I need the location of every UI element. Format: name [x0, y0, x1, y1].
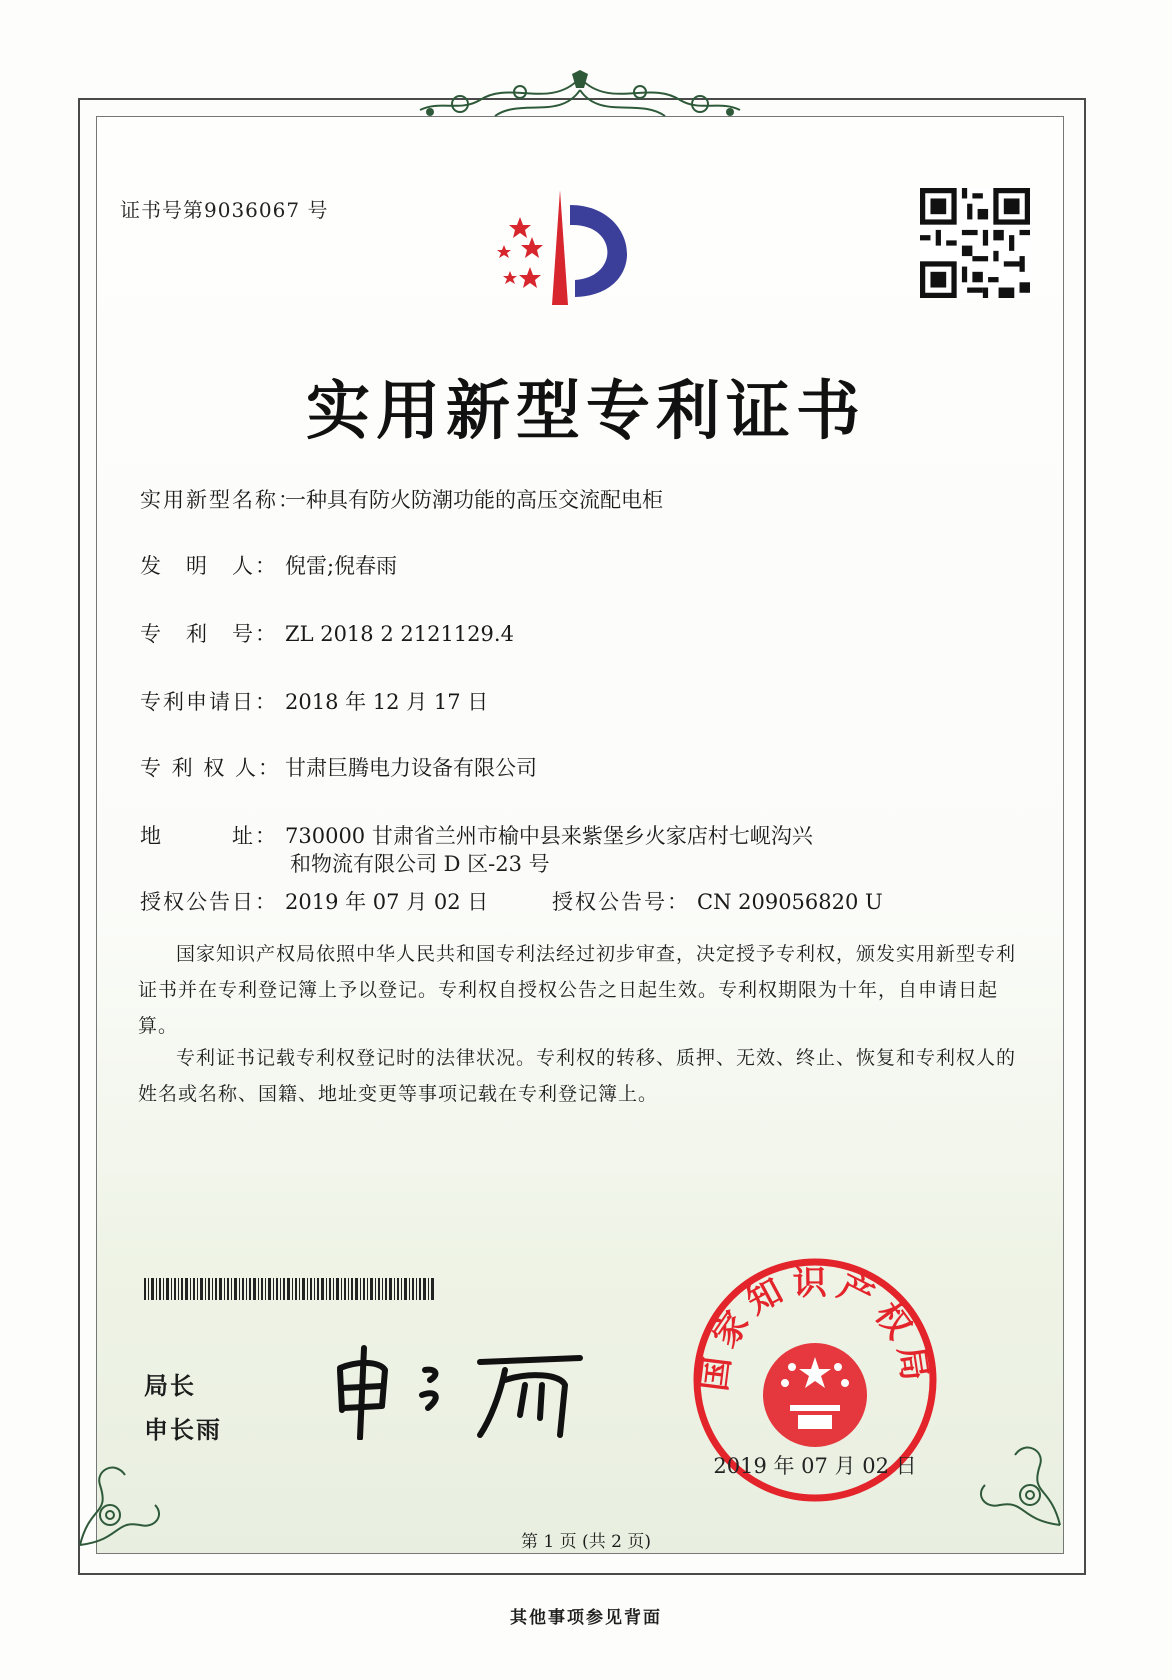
certificate-title: 实用新型专利证书 [306, 375, 866, 449]
field-address [140, 820, 813, 850]
seal-date: 2019 年 07 月 02 日 [713, 1454, 917, 1478]
field-address-line2: 和物流有限公司 D 区-23 号 [290, 852, 550, 876]
field-inventor [140, 550, 397, 580]
cnipa-logo-icon [490, 185, 670, 325]
director-name: 申长雨 [144, 1416, 222, 1444]
svg-text:国家知识产权局: 国家知识产权局 [694, 1262, 936, 1394]
top-ornament-icon [400, 70, 760, 132]
body-paragraph-1: 国家知识产权局依照中华人民共和国专利法经过初步审查，决定授予专利权，颁发实用新型专利证书并在专利登记簿上予以登记。专利权自授权公告之日起生效。专利权期限为十年，自申请日起算。 [138, 943, 1017, 1037]
field-value: ZL 2018 2 2121129.4 [285, 622, 514, 646]
cert-no-value: 9036067 [204, 198, 301, 222]
field-label: 授权公告号： [552, 890, 690, 914]
barcode-icon [144, 1278, 434, 1300]
field-grant-date [140, 886, 488, 916]
field-label: 发 明 人： [140, 554, 278, 578]
field-value: CN 209056820 U [697, 890, 883, 914]
field-grant-number [552, 886, 883, 916]
field-value: 730000 甘肃省兰州市榆中县来紫堡乡火家店村七岘沟兴 [285, 824, 813, 848]
page-indicator: 第 1 页 (共 2 页) [521, 1532, 651, 1552]
director-title: 局长 [144, 1372, 196, 1400]
back-side-note: 其他事项参见背面 [510, 1608, 662, 1628]
field-label: 地 址： [140, 824, 278, 848]
field-label: 授权公告日： [140, 890, 278, 914]
field-label: 专 利 权 人： [140, 756, 282, 780]
field-value: 甘肃巨腾电力设备有限公司 [285, 756, 537, 780]
field-value: 倪雷;倪春雨 [285, 554, 398, 578]
body-paragraph-2: 专利证书记载专利权登记时的法律状况。专利权的转移、质押、无效、终止、恢复和专利权人的姓名或名称、国籍、地址变更等事项记载在专利登记簿上。 [138, 1047, 1017, 1105]
field-patent-number [140, 618, 514, 648]
field-application-date [140, 686, 488, 716]
field-label: 实用新型名称： [140, 488, 301, 512]
field-value: 2018 年 12 月 17 日 [285, 690, 489, 714]
field-utility-model-name [140, 484, 663, 514]
cert-no-suffix: 号 [307, 198, 329, 222]
handwritten-signature-icon [330, 1340, 590, 1440]
field-value: 2019 年 07 月 02 日 [285, 890, 489, 914]
corner-ornament-right-icon [960, 1425, 1070, 1535]
field-label: 专 利 号： [140, 622, 278, 646]
qr-code-icon [920, 188, 1030, 298]
field-value: 一种具有防火防潮功能的高压交流配电柜 [285, 488, 663, 512]
field-patentee [140, 752, 537, 782]
cert-no-label: 证书号第 [120, 198, 204, 222]
field-label: 专利申请日： [140, 690, 278, 714]
certificate-number [120, 194, 328, 223]
